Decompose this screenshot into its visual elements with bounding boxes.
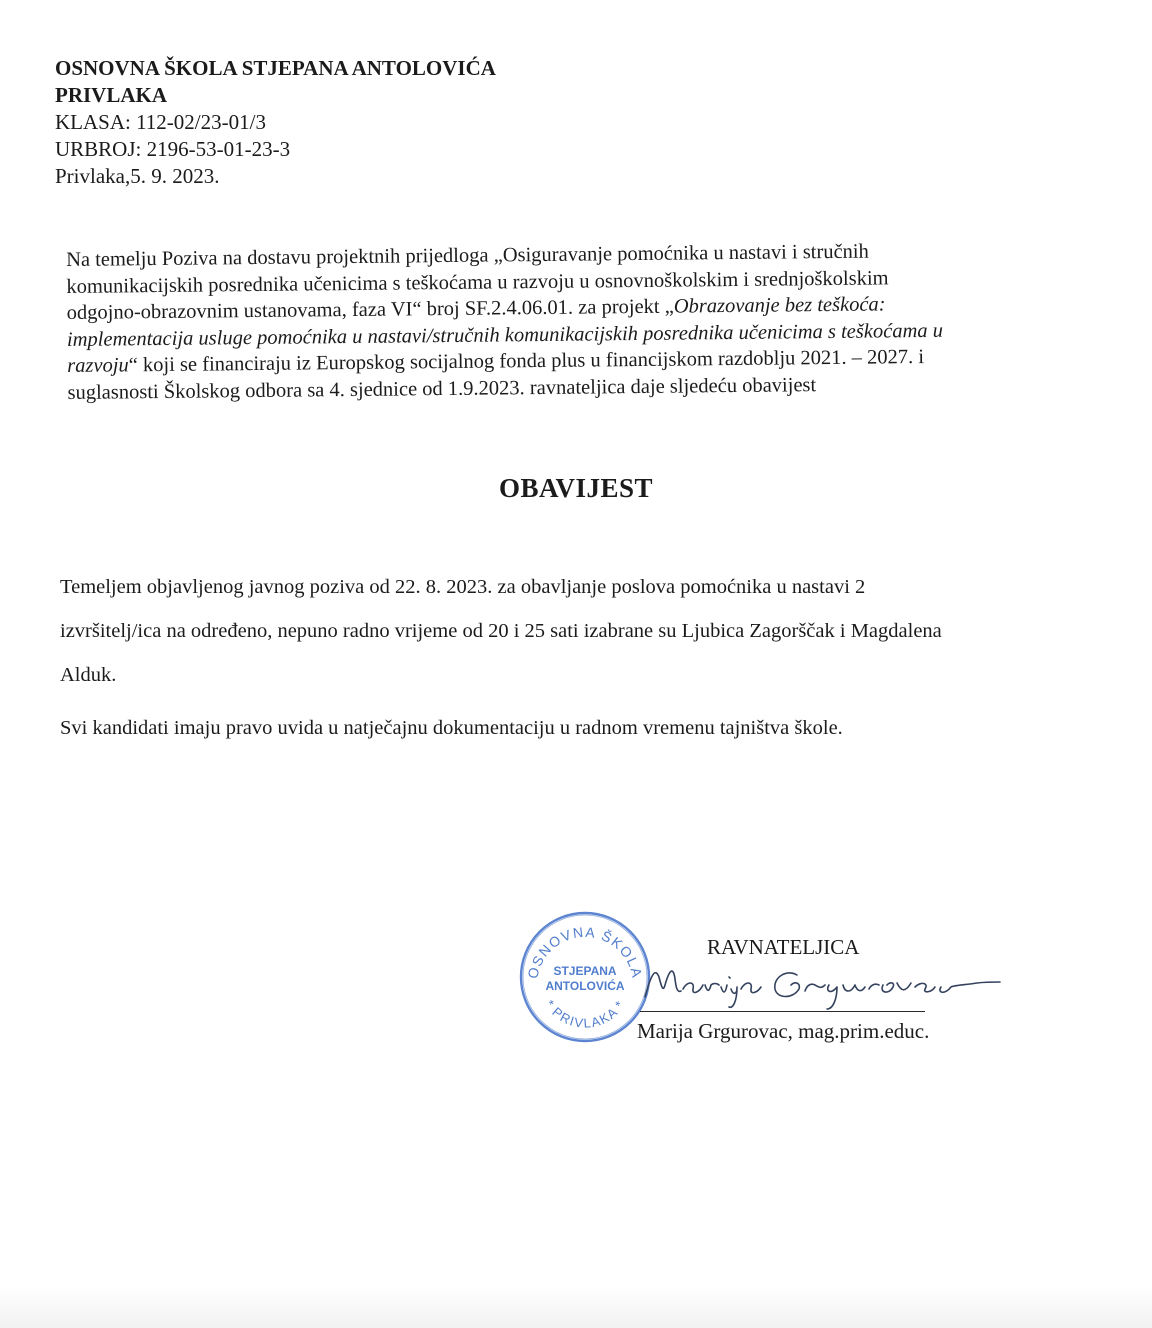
handwritten-signature [625,955,1015,1015]
intro-line: suglasnosti Školskog odbora sa 4. sjednice od 1.9.2023. ravnateljica daje sljedeću obavijest [67,373,817,404]
intro-line: komunikacijskih posrednika učenicima s teškoćama u razvoju u osnovnoškolskim i srednjoškolskim [66,266,889,298]
notice-paragraph [60,565,1120,697]
notice-line: Alduk. [60,664,117,686]
signer-name: Marija Grgurovac, mag.prim.educ. [637,1019,930,1043]
school-place: PRIVLAKA [55,83,168,107]
svg-text:STJEPANA: STJEPANA [553,964,617,978]
project-name-italic: implementacija usluge pomoćnika u nastavi/stručnih komunikacijskih posrednika učenicima s teškoćama u [66,319,944,351]
svg-text:ANTOLOVIĆA: ANTOLOVIĆA [545,979,625,993]
svg-text:OSNOVNA ŠKOLA: OSNOVNA ŠKOLA [524,923,646,981]
signer-role: RAVNATELJICA [707,935,860,959]
intro-line: Na temelju Poziva na dostavu projektnih prijedloga „Osiguravanje pomoćnika u nastavi i stručnih [66,240,869,271]
signature-line [640,1011,925,1012]
document-date: Privlaka,5. 9. 2023. [55,164,220,188]
intro-paragraph [66,236,1118,406]
letterhead [55,55,496,190]
svg-text:* PRIVLAKA *: * PRIVLAKA * [542,997,628,1031]
project-name-italic: razvoju [67,354,129,377]
intro-text: odgojno-obrazovnim ustanovama, faza VI“ broj SF.2.4.06.01. za projekt „ [66,295,674,324]
notice-line: izvršitelj/ica na određeno, nepuno radno vrijeme od 20 i 25 sati izabrane su Ljubica Zagorščak i Magdalena [60,620,942,642]
urbroj-number: URBROJ: 2196-53-01-23-3 [55,137,291,161]
project-name-italic: Obrazovanje bez teškoća: [673,293,886,318]
notice-title: OBAVIJEST [498,473,654,503]
klasa-number: KLASA: 112-02/23-01/3 [55,110,266,134]
page-bottom-shade [0,1288,1152,1328]
notice-line: Temeljem objavljenog javnog poziva od 22. 8. 2023. za obavljanje poslova pomoćnika u nastavi 2 [60,576,866,598]
intro-text: “ koji se financiraju iz Europskog socijalnog fonda plus u financijskom razdoblju 2021. – 2027. i [128,346,925,377]
school-name: OSNOVNA ŠKOLA STJEPANA ANTOLOVIĆA [55,56,496,80]
rights-paragraph: Svi kandidati imaju pravo uvida u natječajnu dokumentaciju u radnom vremenu tajništva škole. [60,717,843,739]
